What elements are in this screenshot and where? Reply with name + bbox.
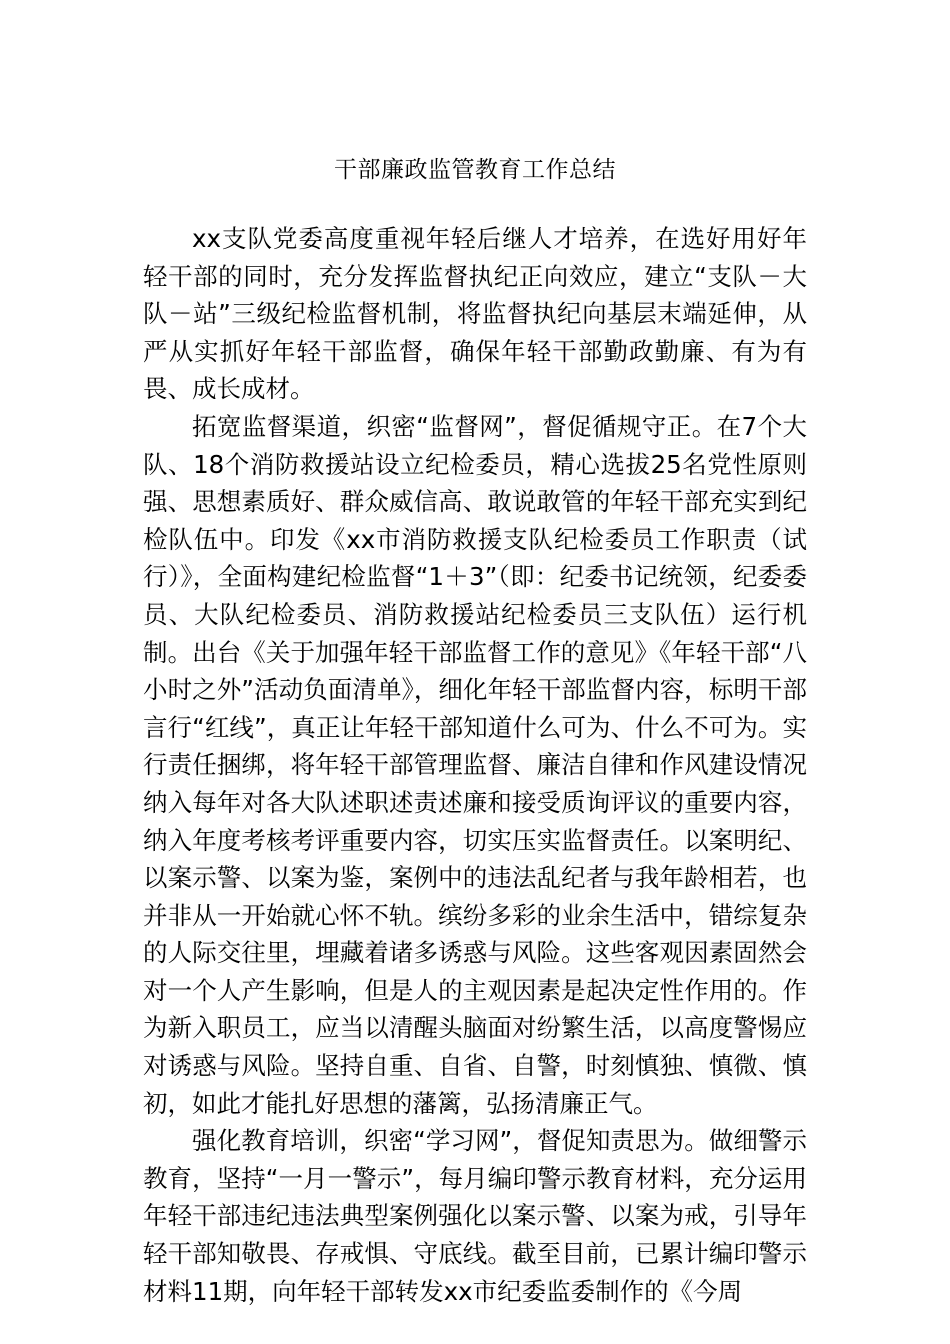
paragraph-education-training: 强化教育培训，织密“学习网”，督促知责思为。做细警示教育，坚持“一月一警示”，每月编印警示教育材料，充分运用年轻干部违纪违法典型案例强化以案示警、以案为戒，引导年轻干部知敬畏、存戒惧、守底线。截至目前，已累计编印警示材料11期，向年轻干部转发xx市纪委监委制作的《今周	[143, 1126, 807, 1306]
paragraph-supervision-network: 拓宽监督渠道，织密“监督网”，督促循规守正。在7个大队、18个消防救援站设立纪检委员，精心选拔25名党性原则强、思想素质好、群众威信高、敢说敢管的年轻干部充实到纪检队伍中。印发《xx市消防救援支队纪检委员工作职责（试行）》，全面构建纪检监督“1＋3”（即：纪委书记统领，纪委委员、大队纪检委员、消防救援站纪检委员三支队伍）运行机制。出台《关于加强年轻干部监督工作的意见》《年轻干部“八小时之外”活动负面清单》，细化年轻干部监督内容，标明干部言行“红线”，真正让年轻干部知道什么可为、什么不可为。实行责任捆绑，将年轻干部管理监督、廉洁自律和作风建设情况纳入每年对各大队述职述责述廉和接受质询评议的重要内容，纳入年度考核考评重要内容，切实压实监督责任。以案明纪、以案示警、以案为鉴，案例中的违法乱纪者与我年龄相若，也并非从一开始就心怀不轨。缤纷多彩的业余生活中，错综复杂的人际交往里，埋藏着诸多诱惑与风险。这些客观因素固然会对一个人产生影响，但是人的主观因素是起决定性作用的。作为新入职员工，应当以清醒头脑面对纷繁生活，以高度警惕应对诱惑与风险。坚持自重、自省、自警，时刻慎独、慎微、慎初，如此才能扎好思想的藩篱，弘扬清廉正气。	[143, 411, 807, 1118]
paragraph-intro: xx支队党委高度重视年轻后继人才培养，在选好用好年轻干部的同时，充分发挥监督执纪正向效应，建立“支队－大队－站”三级纪检监督机制，将监督执纪向基层末端延伸，从严从实抓好年轻干部监督，确保年轻干部勤政勤廉、有为有畏、成长成材。	[143, 224, 807, 404]
document-title: 干部廉政监管教育工作总结	[334, 157, 616, 183]
document-body	[143, 220, 807, 1310]
